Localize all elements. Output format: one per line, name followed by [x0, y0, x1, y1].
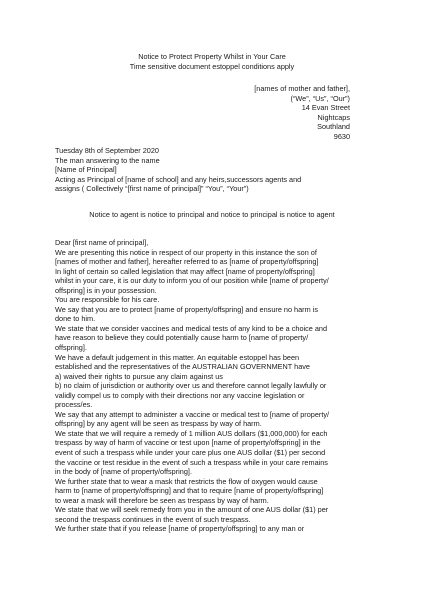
title-line-2: Time sensitive document estoppel conditions apply [129, 61, 295, 71]
body-line: We have a default judgement in this matter. An equitable estoppel has been [55, 352, 300, 362]
body-line: trespass by way of harm of vaccine or test upon [name of property/offspring] in the [55, 438, 321, 448]
body-line: In light of certain so called legislation that may affect [name of property/offspring] [55, 266, 315, 276]
address-line: (“We”, “Us”, “Our”) [290, 93, 350, 103]
body-line: We are presenting this notice in respect of our property in this instance the son of [55, 247, 317, 257]
recipient-line: The man answering to the name [55, 155, 160, 165]
body-line: We state that we will require a remedy of 1 million AUS dollars ($1,000,000) for each [55, 428, 328, 438]
recipient-line: Acting as Principal of [name of school] and any heirs,successors agents and [55, 174, 302, 184]
agent-notice: Notice to agent is notice to principal and notice to principal is notice to agent [89, 210, 335, 219]
body-line: established and the representatives of the AUSTRALIAN GOVERNMENT have [55, 362, 310, 372]
date-line: Tuesday 8th of September 2020 [55, 146, 159, 155]
address-line: 9630 [333, 131, 350, 141]
body-line: validly compel us to comply with their directions nor any vaccine legislation or [55, 390, 305, 400]
letter-body [55, 238, 375, 534]
body-line: We further state that if you release [name of property/offspring] to any man or [55, 524, 305, 534]
address-line: 14 Evan Street [301, 103, 350, 113]
body-line: We state that we consider vaccines and medical tests of any kind to be a choice and [55, 323, 328, 333]
body-line: offspring] is in your possession. [55, 285, 157, 295]
body-line: done to him. [55, 314, 96, 324]
body-line: process/es. [55, 400, 93, 410]
body-line: offspring] by any agent will be seen as trespass by way of harm. [55, 419, 262, 429]
body-line: We say that you are to protect [name of property/offspring] and ensure no harm is [55, 304, 318, 314]
body-line: the vaccine or test residue in the event of such a trespass while in your care remains [55, 457, 328, 467]
body-line: have reason to believe they could potentially cause harm to [name of property/ [55, 333, 309, 343]
body-line: in the body of [name of property/offspring]. [55, 467, 192, 477]
address-line: Southland [317, 122, 350, 132]
address-line: [names of mother and father], [254, 84, 350, 93]
recipient-block [55, 146, 375, 194]
body-line: We state that we will seek remedy from you in the amount of one AUS dollar ($1) per [55, 505, 329, 515]
title-line-1: Notice to Protect Property Whilst in Your Care [138, 52, 286, 61]
recipient-line: [Name of Principal] [55, 165, 117, 174]
body-line: Dear [first name of principal], [55, 238, 149, 247]
address-line: Nightcaps [317, 112, 350, 122]
body-line: event of such a trespass while under your care plus one AUS dollar ($1) per second [55, 448, 326, 458]
body-line: harm to [name of property/offspring] and that to require [name of property/offspring] [55, 486, 324, 496]
body-line: second the trespass continues in the event of such trespass. [55, 514, 251, 524]
body-line: offspring]. [55, 343, 87, 353]
recipient-line: assigns ( Collectively “[first name of principal]” “You”, “Your”) [55, 184, 249, 193]
body-line: a) waived their rights to pursue any claim against us [55, 371, 223, 381]
body-line: to wear a mask will therefore be seen as trespass by way of harm. [55, 495, 269, 505]
body-line: We say that any attempt to administer a vaccine or medical test to [name of property/ [55, 409, 330, 419]
body-line: We further state that to wear a mask that restricts the flow of oxygen would cause [55, 476, 318, 486]
body-line: whilst in your care, it is our duty to inform you of our position while [name of property/ [55, 276, 329, 286]
body-line: You are responsible for his care. [55, 295, 160, 305]
document-title [0, 52, 424, 71]
body-line: [names of mother and father], hereafter referred to as [name of property/offspring] [55, 257, 319, 267]
body-line: b) no claim of jurisdiction or authority over us and therefore cannot legally lawfully or [55, 381, 327, 391]
sender-address [254, 84, 350, 142]
